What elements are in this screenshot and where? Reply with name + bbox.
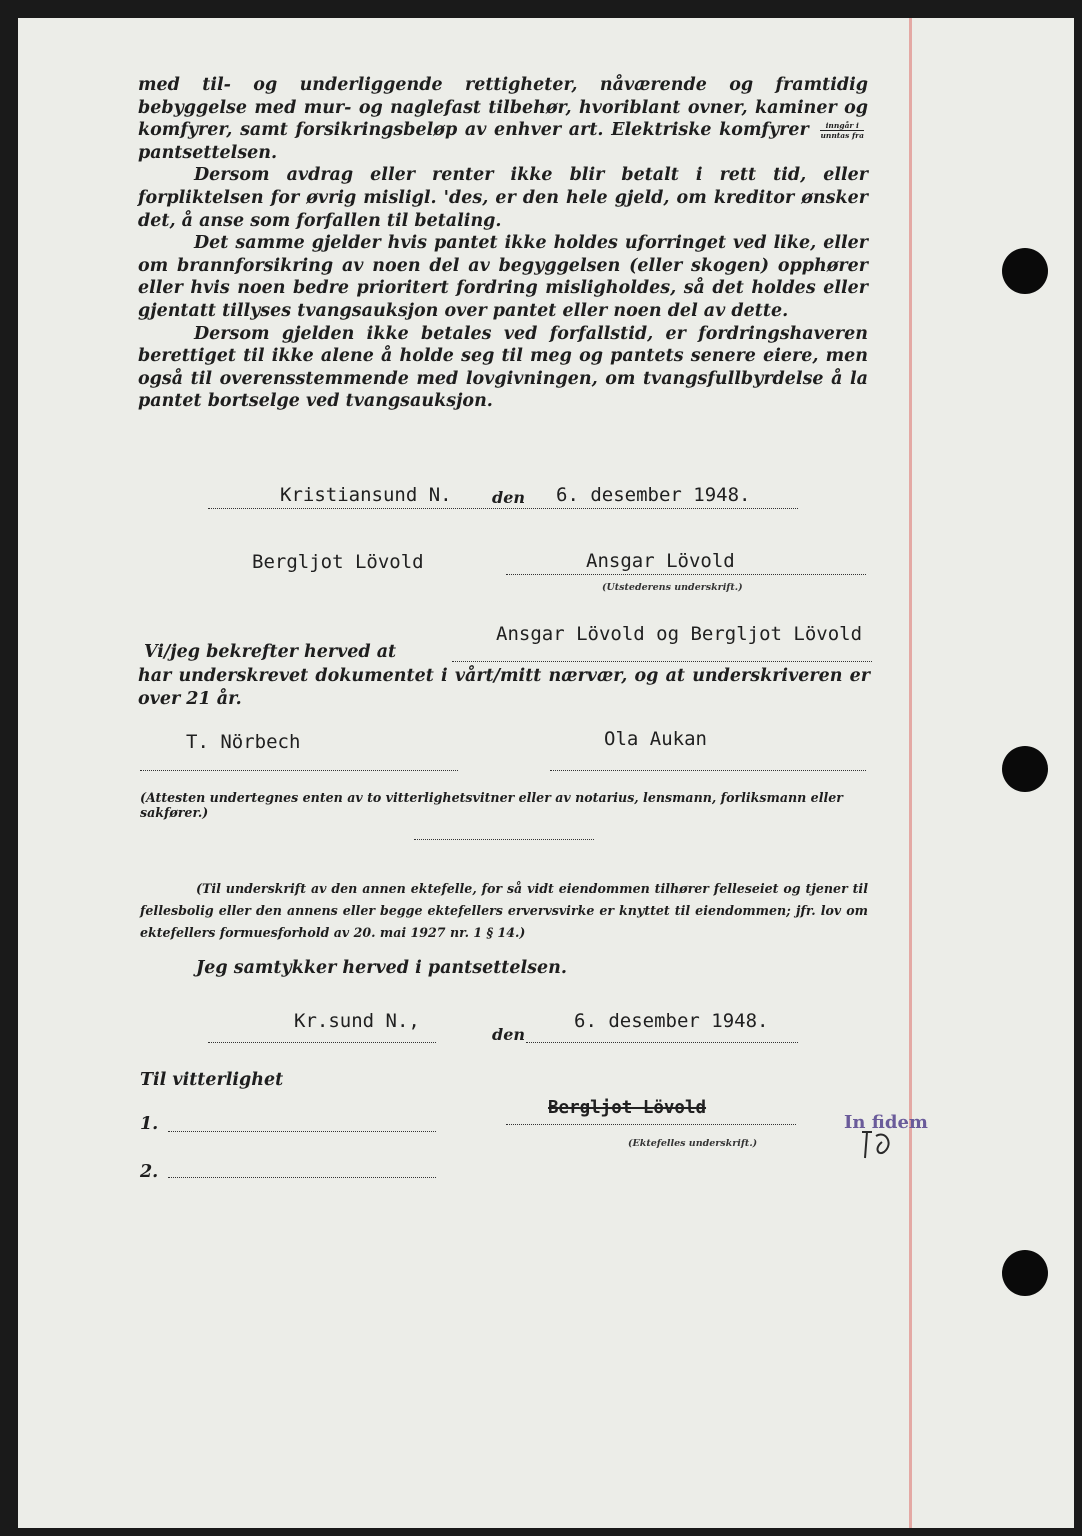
confirmation-prefix: Vi/jeg bekrefter herved at: [144, 642, 397, 662]
punch-hole: [1002, 746, 1048, 792]
witness-1-line: [140, 770, 458, 771]
den-label: den: [492, 488, 525, 507]
spouse-den-label: den: [492, 1025, 525, 1044]
left-name: Bergljot Lövold: [252, 551, 424, 573]
punch-hole: [1002, 248, 1048, 294]
clause-enforcement: Dersom gjelden ikke betales ved forfallstid, er fordringshaveren berettiget til ikke alene å holde seg til meg og pantets senere eiere, men også til overensstemmende med lovgivningen, om tvangsfullbyrdelse å la pantet bortselge ved tvangsauksjon.: [138, 323, 868, 412]
clause-property: med til- og underliggende rettigheter, nåværende og framtidig bebyggelse med mur- og naglefast tilbehør, hvoriblant ovner, kaminer og komfyrer, samt forsikringsbeløp av enhver art. Elektriske komfyrer $\frac{\text{inngår i}}{\text{unntas fra}}$ pantsettelsen.: [138, 75, 868, 163]
witness-1-signature: T. Nörbech: [186, 731, 301, 753]
til-vitterlighet-label: Til vitterlighet: [140, 1070, 284, 1090]
separator-line: [414, 839, 594, 840]
spouse-date-line: [526, 1042, 798, 1043]
witness-2-signature: Ola Aukan: [604, 728, 707, 750]
clause-maintenance: Det samme gjelder hvis pantet ikke holdes uforringet ved like, eller om brannforsikring av noen del av begyggelsen (eller skogen) opphører eller hvis noen bedre prioritert fordring misligholdes, så det holdes eller gjentatt tillyses tvangsauksjon over pantet eller noen del av dette.: [138, 233, 868, 321]
fraction-options: $\frac{\text{inngår i}}{\text{unntas fra}}$: [820, 121, 864, 141]
vitterlighet-line-2: [168, 1177, 436, 1178]
spouse-caption: (Ektefelles underskrift.): [628, 1138, 758, 1149]
spouse-signature-line: [506, 1124, 796, 1125]
confirmation-names-line: [452, 661, 872, 662]
spouse-place: Kr.sund N.,: [294, 1010, 420, 1032]
signing-place: Kristiansund N.: [280, 484, 452, 506]
witness-line-1-label: 1.: [140, 1114, 159, 1134]
clause-default: Dersom avdrag eller renter ikke blir betalt i rett tid, eller forpliktelsen for øvrig misligl. 'des, er den hele gjeld, om kreditor ønsker det, å anse som forfallen til betaling.: [138, 165, 868, 231]
signing-date: 6. desember 1948.: [556, 484, 751, 506]
consent-text: Jeg samtykker herved i pantsettelsen.: [196, 958, 567, 978]
spouse-note: (Til underskrift av den annen ektefelle, for så vidt eiendommen tilhører felleseiet og tjener til fellesbolig eller den annens eller begge ektefellers ervervsvirke er knyttet til eiendommen; jfr. lov om ektefellers formuesforhold av 20. mai 1927 nr. 1 § 14.): [140, 881, 868, 940]
clauses-block: [138, 74, 868, 413]
document-page: [18, 18, 1074, 1528]
issuer-caption: (Utstederens underskrift.): [602, 582, 743, 593]
issuer-signature: Ansgar Lövold: [586, 550, 735, 572]
punch-hole: [1002, 1250, 1048, 1296]
spouse-date: 6. desember 1948.: [574, 1010, 769, 1032]
in-fidem-stamp: In fidem: [844, 1112, 928, 1133]
confirmation-names: Ansgar Lövold og Bergljot Lövold: [496, 623, 863, 645]
confirmation-text: har underskrevet dokumentet i vårt/mitt nærvær, og at underskriveren er over 21 år.: [138, 666, 870, 709]
spouse-signature: Bergljot Lövold: [548, 1098, 707, 1118]
vitterlighet-line-1: [168, 1131, 436, 1132]
issuer-signature-line: [506, 574, 866, 575]
attest-note: (Attesten undertegnes enten av to vitterlighetsvitner eller av notarius, lensmann, forliksmann eller sakfører.): [140, 790, 843, 820]
margin-rule: [909, 18, 912, 1528]
witness-line-2-label: 2.: [140, 1162, 159, 1182]
place-date-line: [208, 508, 798, 509]
initials-mark: [854, 1126, 904, 1162]
witness-2-line: [550, 770, 866, 771]
spouse-place-line: [208, 1042, 436, 1043]
